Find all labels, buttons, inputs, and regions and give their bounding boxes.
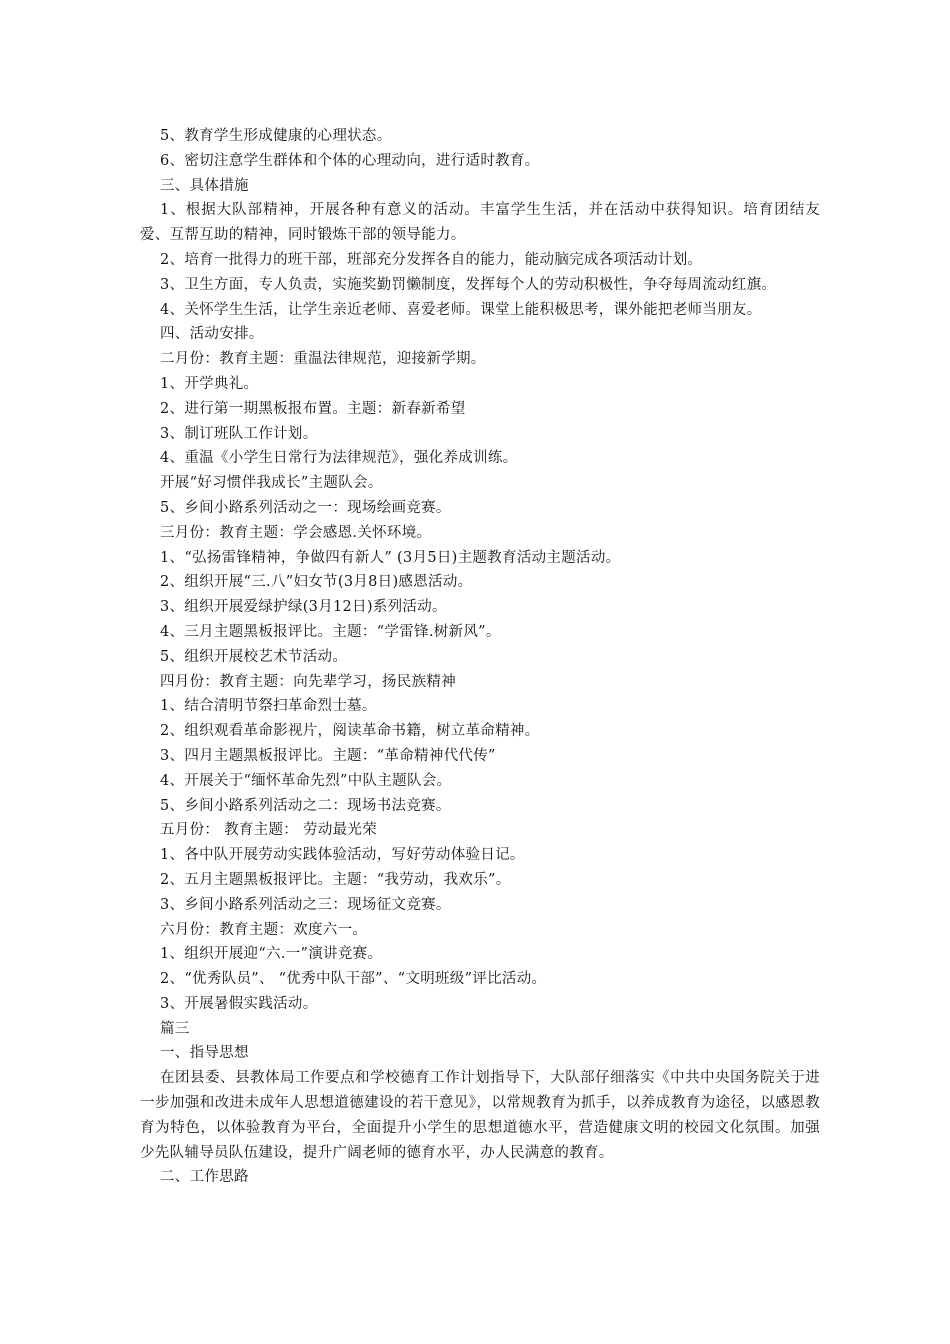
text-line: 3、制订班队工作计划。 xyxy=(160,425,318,442)
month-heading: 三月份：教育主题：学会感恩.关怀环境。 xyxy=(160,524,432,541)
section-heading: 一、指导思想 xyxy=(160,1045,249,1062)
text-line: 6、密切注意学生群体和个体的心理动向，进行适时教育。 xyxy=(160,152,540,169)
text-line: 3、开展暑假实践活动。 xyxy=(160,995,318,1012)
part-heading: 篇三 xyxy=(160,1020,190,1037)
text-line: 1、开学典礼。 xyxy=(160,375,259,392)
text-line: 2、组织观看革命影视片，阅读革命书籍，树立革命精神。 xyxy=(160,723,540,740)
month-heading: 五月份： 教育主题： 劳动最光荣 xyxy=(160,822,378,839)
text-line: 2、组织开展“三.八”妇女节(3月8日)感恩活动。 xyxy=(160,574,473,591)
text-line: 4、三月主题黑板报评比。主题：“学雷锋.树新风”。 xyxy=(160,623,501,640)
text-line: 3、四月主题黑板报评比。主题：“革命精神代代传” xyxy=(160,747,496,764)
text-line: 3、乡间小路系列活动之三：现场征文竞赛。 xyxy=(160,896,451,913)
month-heading: 四月份：教育主题：向先辈学习，扬民族精神 xyxy=(160,673,456,690)
month-heading: 六月份：教育主题：欢度六一。 xyxy=(160,921,368,938)
section-heading: 三、具体措施 xyxy=(160,177,249,194)
document-body xyxy=(140,124,820,1190)
month-heading: 二月份：教育主题：重温法律规范，迎接新学期。 xyxy=(160,351,486,368)
text-line: 4、关怀学生生活，让学生亲近老师、喜爱老师。课堂上能积极思考，课外能把老师当朋友。 xyxy=(160,301,762,318)
text-line: 1、“弘扬雷锋精神，争做四有新人” (3月5日)主题教育活动主题活动。 xyxy=(160,549,621,566)
text-line: 开展“好习惯伴我成长”主题队会。 xyxy=(160,475,383,492)
text-line: 1、结合清明节祭扫革命烈士墓。 xyxy=(160,698,377,715)
text-line: 5、乡间小路系列活动之二：现场书法竞赛。 xyxy=(160,797,451,814)
text-line: 2、五月主题黑板报评比。主题：“我劳动，我欢乐”。 xyxy=(160,871,511,888)
text-line: 2、“优秀队员”、 “优秀中队干部”、“文明班级”评比活动。 xyxy=(160,971,547,988)
text-line: 5、教育学生形成健康的心理状态。 xyxy=(160,128,392,144)
text-line: 1、各中队开展劳动实践体验活动，写好劳动体验日记。 xyxy=(160,847,525,864)
text-line: 5、组织开展校艺术节活动。 xyxy=(160,648,348,665)
paragraph: 1、根据大队部精神，开展各种有意义的活动。丰富学生生活，并在活动中获得知识。培育团结友爱、互帮互助的精神，同时锻炼干部的领导能力。 xyxy=(140,202,820,244)
text-line: 1、组织开展迎“六.一”演讲竞赛。 xyxy=(160,946,383,963)
text-line: 2、进行第一期黑板报布置。主题：新春新希望 xyxy=(160,400,466,417)
paragraph: 在团县委、县教体局工作要点和学校德育工作计划指导下，大队部仔细落实《中共中央国务院关于进一步加强和改进未成年人思想道德建设的若干意见》，以常规教育为抓手，以养成教育为途径，以感恩教育为特色，以体验教育为平台，全面提升小学生的思想道德水平，营造健康文明的校园文化氛围。加强少先队辅导员队伍建设，提升广阔老师的德育水平，办人民满意的教育。 xyxy=(140,1070,820,1161)
text-line: 3、卫生方面，专人负责，实施奖勤罚懒制度，发挥每个人的劳动积极性，争夺每周流动红旗。 xyxy=(160,276,777,293)
text-line: 2、培育一批得力的班干部，班部充分发挥各自的能力，能动脑完成各项活动计划。 xyxy=(160,251,703,268)
section-heading: 二、工作思路 xyxy=(160,1169,249,1186)
section-heading: 四、活动安排。 xyxy=(160,326,264,343)
text-line: 4、开展关于“缅怀革命先烈”中队主题队会。 xyxy=(160,772,452,789)
text-line: 4、重温《小学生日常行为法律规范》，强化养成训练。 xyxy=(160,450,518,467)
text-line: 5、乡间小路系列活动之一：现场绘画竞赛。 xyxy=(160,499,451,516)
text-line: 3、组织开展爱绿护绿(3月12日)系列活动。 xyxy=(160,599,447,616)
